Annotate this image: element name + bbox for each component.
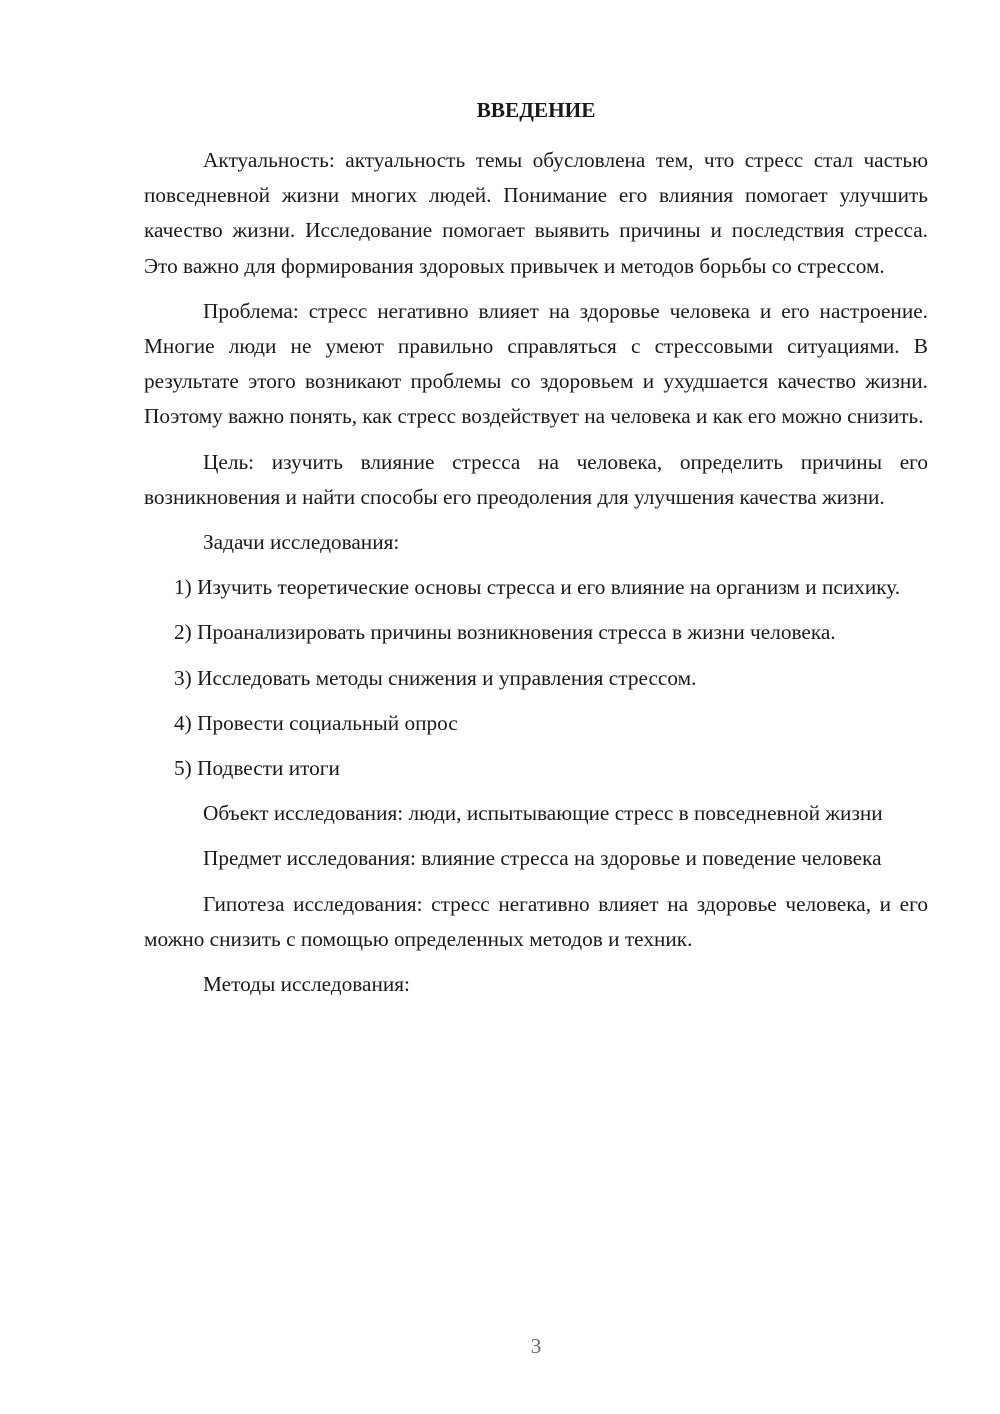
task-item-2: 2) Проанализировать причины возникновения стресса в жизни человека.: [174, 620, 836, 645]
page-number: 3: [530, 1334, 542, 1358]
paragraph-object: Объект исследования: люди, испытывающие стресс в повседневной жизни: [203, 801, 883, 826]
page-title: ВВЕДЕНИЕ: [476, 98, 596, 122]
paragraph-problem: Проблема: стресс негативно влияет на здоровье человека и его настроение. Многие люди не умеют правильно справляться с стрессовыми ситуациями. В результате этого возникают проблемы со здоровьем и ухудшается качество жизни. Поэтому важно понять, как стресс воздействует на человека и как его можно снизить.: [144, 298, 928, 429]
methods-title: Методы исследования:: [203, 972, 410, 997]
task-item-4: 4) Провести социальный опрос: [174, 710, 458, 735]
paragraph-relevance: Актуальность: актуальность темы обусловлена тем, что стресс стал частью повседневной жизни многих людей. Понимание его влияния помогает улучшить качество жизни. Исследование помогает выявить причины и последствия стресса. Это важно для формирования здоровых привычек и методов борьбы со стрессом.: [144, 148, 928, 278]
paragraph-subject: Предмет исследования: влияние стресса на здоровье и поведение человека: [203, 846, 882, 871]
document-page: [144, 92, 928, 1012]
task-item-3: 3) Исследовать методы снижения и управления стрессом.: [174, 665, 697, 690]
paragraph-hypothesis: Гипотеза исследования: стресс негативно влияет на здоровье человека, и его можно снизить с помощью определенных методов и техник.: [144, 891, 928, 951]
task-item-1: 1) Изучить теоретические основы стресса и его влияние на организм и психику.: [174, 575, 901, 600]
task-item-5: 5) Подвести итоги: [174, 756, 340, 781]
paragraph-goal: Цель: изучить влияние стресса на человека, определить причины его возникновения и найти способы его преодоления для улучшения качества жизни.: [144, 449, 928, 509]
tasks-title: Задачи исследования:: [203, 530, 400, 555]
